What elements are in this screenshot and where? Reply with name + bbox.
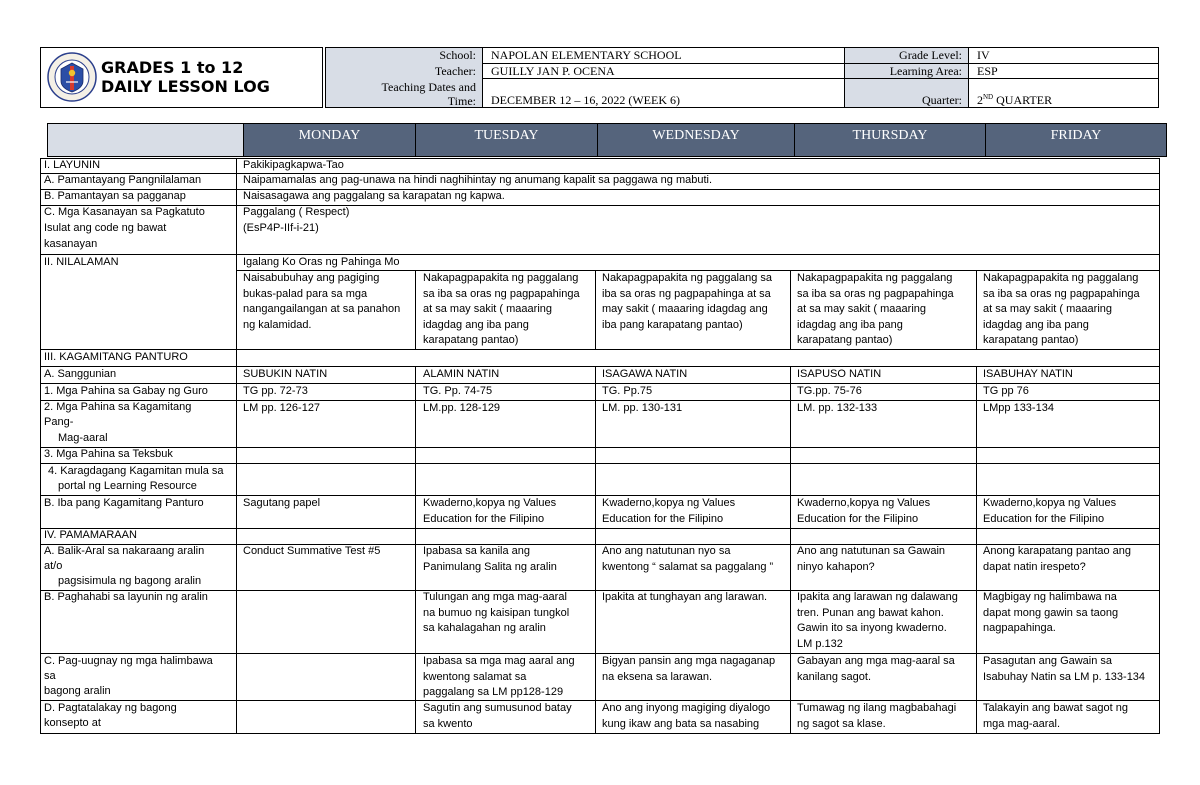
cell-nilalaman-friday: sa iba sa oras ng pagpapahinga: [983, 287, 1140, 300]
row-line: [40, 189, 1160, 190]
cell-iba-thursday: Education for the Filipino: [797, 512, 919, 525]
cell-nilalaman-friday: idagdag ang iba pang: [983, 318, 1089, 331]
cell-paghahabi-wednesday: Ipakita at tunghayan ang larawan.: [602, 591, 768, 603]
cell-paghahabi-friday: Magbigay ng halimbawa na: [983, 591, 1117, 603]
cell-balik-wednesday: kwentong “ salamat sa paggalang ”: [602, 560, 774, 573]
dates-value: DECEMBER 12 – 16, 2022 (WEEK 6): [482, 79, 844, 107]
quarter-superscript: ND: [983, 93, 994, 101]
value-pagganap: Naisasagawa ang paggalang sa karapatan ng kapwa.: [243, 190, 505, 202]
label-uugnay-2: sa: [44, 670, 56, 682]
label-balik-2: at/o: [44, 560, 63, 572]
cell-paghahabi-friday: nagpapahinga.: [983, 622, 1056, 634]
cell-nilalaman-wednesday: may sakit ( maaaring idagdag ang: [602, 303, 768, 315]
cell-pagtatalakay-friday: mga mag-aaral.: [983, 717, 1061, 730]
cell-lm-monday: LM pp. 126-127: [243, 402, 321, 414]
cell-uugnay-tuesday: kwentong salamat sa: [423, 670, 527, 683]
cell-nilalaman-thursday: idagdag ang iba pang: [797, 318, 903, 331]
learning-area-value: ESP: [968, 64, 1158, 79]
cell-nilalaman-monday: bukas-palad para sa mga: [243, 287, 368, 300]
cell-nilalaman-friday: karapatang pantao): [983, 334, 1079, 346]
cell-gabay-thursday: TG.pp. 75-76: [797, 385, 862, 397]
label-kagamitan: III. KAGAMITANG PANTURO: [44, 351, 188, 363]
cell-paghahabi-thursday: Ipakita ang larawan ng dalawang: [797, 591, 958, 603]
school-label: School:: [326, 48, 482, 64]
cell-gabay-tuesday: TG. Pp. 74-75: [423, 385, 493, 397]
dates-label: [326, 79, 482, 107]
title-line-2: DAILY LESSON LOG: [101, 77, 270, 96]
label-balik-1: A. Balik-Aral sa nakaraang aralin: [44, 545, 205, 557]
cell-lm-wednesday: LM. pp. 130-131: [602, 402, 683, 414]
row-line: [40, 447, 1160, 448]
cell-pagtatalakay-thursday: ng sagot sa klase.: [797, 717, 886, 730]
label-uugnay-1: C. Pag-uugnay ng mga halimbawa: [44, 655, 213, 667]
header-divider: [482, 63, 1158, 64]
label-nilalaman: II. NILALAMAN: [44, 256, 119, 268]
col-line: [595, 270, 596, 349]
cell-iba-wednesday: Kwaderno,kopya ng Values: [602, 497, 736, 509]
col-line: [40, 158, 41, 734]
cell-balik-friday: Anong karapatang pantao ang: [983, 545, 1132, 557]
cell-iba-friday: Education for the Filipino: [983, 512, 1105, 525]
days-header: [47, 123, 1167, 157]
page-title: [101, 58, 270, 96]
cell-iba-thursday: Kwaderno,kopya ng Values: [797, 497, 931, 509]
cell-sanggunian-friday: ISABUHAY NATIN: [983, 368, 1073, 380]
label-pagganap: B. Pamantayan sa pagganap: [44, 190, 186, 202]
cell-paghahabi-tuesday: na bumuo ng kaisipan tungkol: [423, 606, 570, 619]
col-line: [415, 270, 416, 349]
cell-balik-thursday: ninyo kahapon?: [797, 560, 875, 573]
cell-uugnay-tuesday: Ipabasa sa mga mag aaral ang: [423, 655, 575, 667]
row-line: [40, 254, 1160, 255]
grade-level-value: IV: [968, 48, 1158, 64]
label-lm-2: Pang-: [44, 416, 74, 428]
cell-sanggunian-monday: SUBUKIN NATIN: [243, 368, 328, 380]
row-line: [40, 205, 1160, 206]
cell-nilalaman-monday: Naisabubuhay ang pagiging: [243, 272, 380, 284]
label-kasanayan-1: C. Mga Kasanayan sa Pagkatuto: [44, 206, 205, 218]
cell-nilalaman-monday: ng kalamidad.: [243, 318, 312, 331]
cell-uugnay-wednesday: na eksena sa larawan.: [602, 670, 713, 683]
cell-iba-tuesday: Education for the Filipino: [423, 512, 545, 525]
cell-uugnay-wednesday: Bigyan pansin ang mga nagaganap: [602, 655, 776, 667]
header-divider: [482, 78, 1158, 79]
row-line: [40, 158, 1160, 159]
cell-balik-friday: dapat natin irespeto?: [983, 560, 1086, 573]
cell-nilalaman-monday: nangangailangan at sa panahon: [243, 303, 401, 315]
cell-balik-wednesday: Ano ang natutunan nyo sa: [602, 545, 731, 557]
label-sanggunian: A. Sanggunian: [44, 368, 117, 380]
grade-level-label: Grade Level:: [844, 48, 968, 64]
quarter-label: Quarter:: [844, 79, 968, 107]
dates-label-line-2: Time:: [447, 94, 476, 108]
label-paghahabi: B. Paghahabi sa layunin ng aralin: [44, 591, 208, 603]
day-wednesday: WEDNESDAY: [597, 124, 794, 156]
cell-uugnay-thursday: kanilang sagot.: [797, 670, 871, 683]
cell-pagtatalakay-tuesday: sa kwento: [423, 717, 473, 730]
cell-sanggunian-thursday: ISAPUSO NATIN: [797, 368, 882, 380]
label-pagtatalakay-2: konsepto at: [44, 717, 101, 729]
cell-sanggunian-wednesday: ISAGAWA NATIN: [602, 368, 688, 380]
label-teksbuk: 3. Mga Pahina sa Teksbuk: [44, 448, 173, 460]
cell-balik-monday: Conduct Summative Test #5: [243, 545, 381, 557]
row-line: [40, 528, 1160, 529]
col-line: [976, 366, 977, 734]
cell-paghahabi-tuesday: sa kahalagahan ng aralin: [423, 622, 546, 634]
label-lr-1: 4. Karagdagang Kagamitan mula sa: [48, 465, 224, 477]
header-title-box: [40, 47, 323, 108]
cell-nilalaman-tuesday: karapatang pantao): [423, 334, 519, 346]
day-thursday: THURSDAY: [794, 124, 985, 156]
cell-nilalaman-thursday: sa iba sa oras ng pagpapahinga: [797, 287, 954, 300]
cell-uugnay-thursday: Gabayan ang mga mag-aaral sa: [797, 655, 955, 667]
cell-pagtatalakay-tuesday: Sagutin ang sumusunod batay: [423, 702, 572, 714]
value-kasanayan-2: (EsP4P-IIf-i-21): [243, 222, 319, 234]
label-gabay: 1. Mga Pahina sa Gabay ng Guro: [44, 385, 208, 397]
label-iba: B. Iba pang Kagamitang Panturo: [44, 497, 204, 509]
quarter-number: 2: [977, 93, 983, 107]
cell-lm-tuesday: LM.pp. 128-129: [423, 402, 501, 414]
col-line: [595, 366, 596, 734]
deped-seal-icon: [47, 52, 97, 102]
cell-nilalaman-friday: Nakapagpapakita ng paggalang: [983, 272, 1139, 284]
label-lm-1: 2. Mga Pahina sa Kagamitang: [44, 401, 192, 413]
cell-uugnay-tuesday: paggalang sa LM pp128-129: [423, 686, 564, 698]
label-uugnay-3: bagong aralin: [44, 685, 111, 697]
value-layunin: Pakikipagkapwa-Tao: [243, 159, 344, 171]
cell-paghahabi-tuesday: Tulungan ang mga mag-aaral: [423, 591, 567, 603]
cell-nilalaman-wednesday: iba pang karapatang pantao): [602, 318, 743, 331]
cell-iba-wednesday: Education for the Filipino: [602, 512, 724, 525]
teacher-value: GUILLY JAN P. OCENA: [482, 64, 844, 79]
lesson-log-table: [40, 158, 1160, 734]
label-pagtatalakay-1: D. Pagtatalakay ng bagong: [44, 702, 177, 714]
row-line: [40, 733, 1160, 734]
cell-nilalaman-tuesday: at sa may sakit ( maaaring: [423, 303, 552, 315]
label-pamamaraan: IV. PAMAMARAAN: [44, 529, 137, 541]
label-balik-3: pagsisimula ng bagong aralin: [58, 575, 202, 587]
cell-pagtatalakay-wednesday: kung ikaw ang bata sa nasabing: [602, 717, 760, 730]
cell-paghahabi-thursday: LM p.132: [797, 637, 843, 650]
value-nilalaman: Igalang Ko Oras ng Pahinga Mo: [243, 256, 400, 268]
col-line: [790, 366, 791, 734]
cell-lm-friday: LMpp 133-134: [983, 402, 1054, 414]
col-line: [236, 158, 237, 734]
cell-iba-friday: Kwaderno,kopya ng Values: [983, 497, 1117, 509]
cell-gabay-friday: TG pp 76: [983, 385, 1029, 397]
col-line: [1159, 158, 1160, 734]
label-lr-2: portal ng Learning Resource: [58, 480, 197, 492]
cell-balik-tuesday: Panimulang Salita ng aralin: [423, 560, 557, 573]
cell-pagtatalakay-wednesday: Ano ang inyong magiging diyalogo: [602, 702, 771, 714]
cell-balik-tuesday: Ipabasa sa kanila ang: [423, 545, 531, 557]
cell-uugnay-friday: Pasagutan ang Gawain sa: [983, 655, 1113, 667]
cell-nilalaman-tuesday: sa iba sa oras ng pagpapahinga: [423, 287, 580, 300]
dates-label-line-1: Teaching Dates and: [381, 80, 476, 94]
quarter-word: QUARTER: [993, 93, 1053, 107]
cell-iba-monday: Sagutang papel: [243, 497, 321, 509]
day-monday: MONDAY: [243, 124, 415, 156]
label-kasanayan-3: kasanayan: [44, 238, 98, 250]
cell-paghahabi-thursday: Gawin ito sa inyong kwaderno.: [797, 622, 947, 634]
cell-nilalaman-tuesday: idagdag ang iba pang: [423, 318, 529, 331]
label-pangnilalaman: A. Pamantayang Pangnilalaman: [44, 174, 202, 186]
col-line: [415, 366, 416, 734]
cell-pagtatalakay-thursday: Tumawag ng ilang magbabahagi: [797, 702, 957, 714]
cell-nilalaman-thursday: karapatang pantao): [797, 334, 893, 346]
cell-nilalaman-tuesday: Nakapagpapakita ng paggalang: [423, 272, 579, 284]
col-line: [790, 270, 791, 349]
header-info-grid: [325, 47, 1159, 108]
label-layunin: I. LAYUNIN: [44, 159, 101, 171]
cell-nilalaman-thursday: at sa may sakit ( maaaring: [797, 303, 926, 315]
cell-nilalaman-friday: at sa may sakit ( maaaring: [983, 303, 1112, 315]
row-line: [40, 349, 1160, 350]
quarter-value: [968, 79, 1158, 107]
teacher-label: Teacher:: [326, 64, 482, 79]
cell-balik-thursday: Ano ang natutunan sa Gawain: [797, 545, 946, 557]
cell-gabay-wednesday: TG. Pp.75: [602, 385, 653, 397]
cell-nilalaman-thursday: Nakapagpapakita ng paggalang: [797, 272, 953, 284]
col-line: [976, 270, 977, 349]
day-friday: FRIDAY: [985, 124, 1166, 156]
cell-nilalaman-wednesday: iba sa oras ng pagpapahinga at sa: [602, 287, 771, 300]
day-tuesday: TUESDAY: [415, 124, 597, 156]
learning-area-label: Learning Area:: [844, 64, 968, 79]
label-lm-3: Mag-aaral: [58, 432, 108, 444]
cell-lm-thursday: LM. pp. 132-133: [797, 402, 878, 414]
cell-paghahabi-friday: dapat mong gawin sa taong: [983, 606, 1119, 619]
school-value: NAPOLAN ELEMENTARY SCHOOL: [482, 48, 844, 64]
value-kasanayan-1: Paggalang ( Respect): [243, 206, 350, 218]
cell-nilalaman-wednesday: Nakapagpapakita ng paggalang sa: [602, 272, 773, 284]
cell-gabay-monday: TG pp. 72-73: [243, 385, 308, 397]
value-pangnilalaman: Naipamamalas ang pag-unawa na hindi naghihintay ng anumang kapalit sa paggawa ng mabuti.: [243, 174, 713, 186]
title-line-1: GRADES 1 to 12: [101, 58, 244, 77]
cell-sanggunian-tuesday: ALAMIN NATIN: [423, 368, 500, 380]
cell-paghahabi-thursday: tren. Punan ang bawat kahon.: [797, 606, 944, 619]
cell-iba-tuesday: Kwaderno,kopya ng Values: [423, 497, 557, 509]
cell-uugnay-friday: Isabuhay Natin sa LM p. 133-134: [983, 670, 1146, 683]
label-kasanayan-2: Isulat ang code ng bawat: [44, 222, 167, 234]
cell-pagtatalakay-friday: Talakayin ang bawat sagot ng: [983, 702, 1128, 714]
